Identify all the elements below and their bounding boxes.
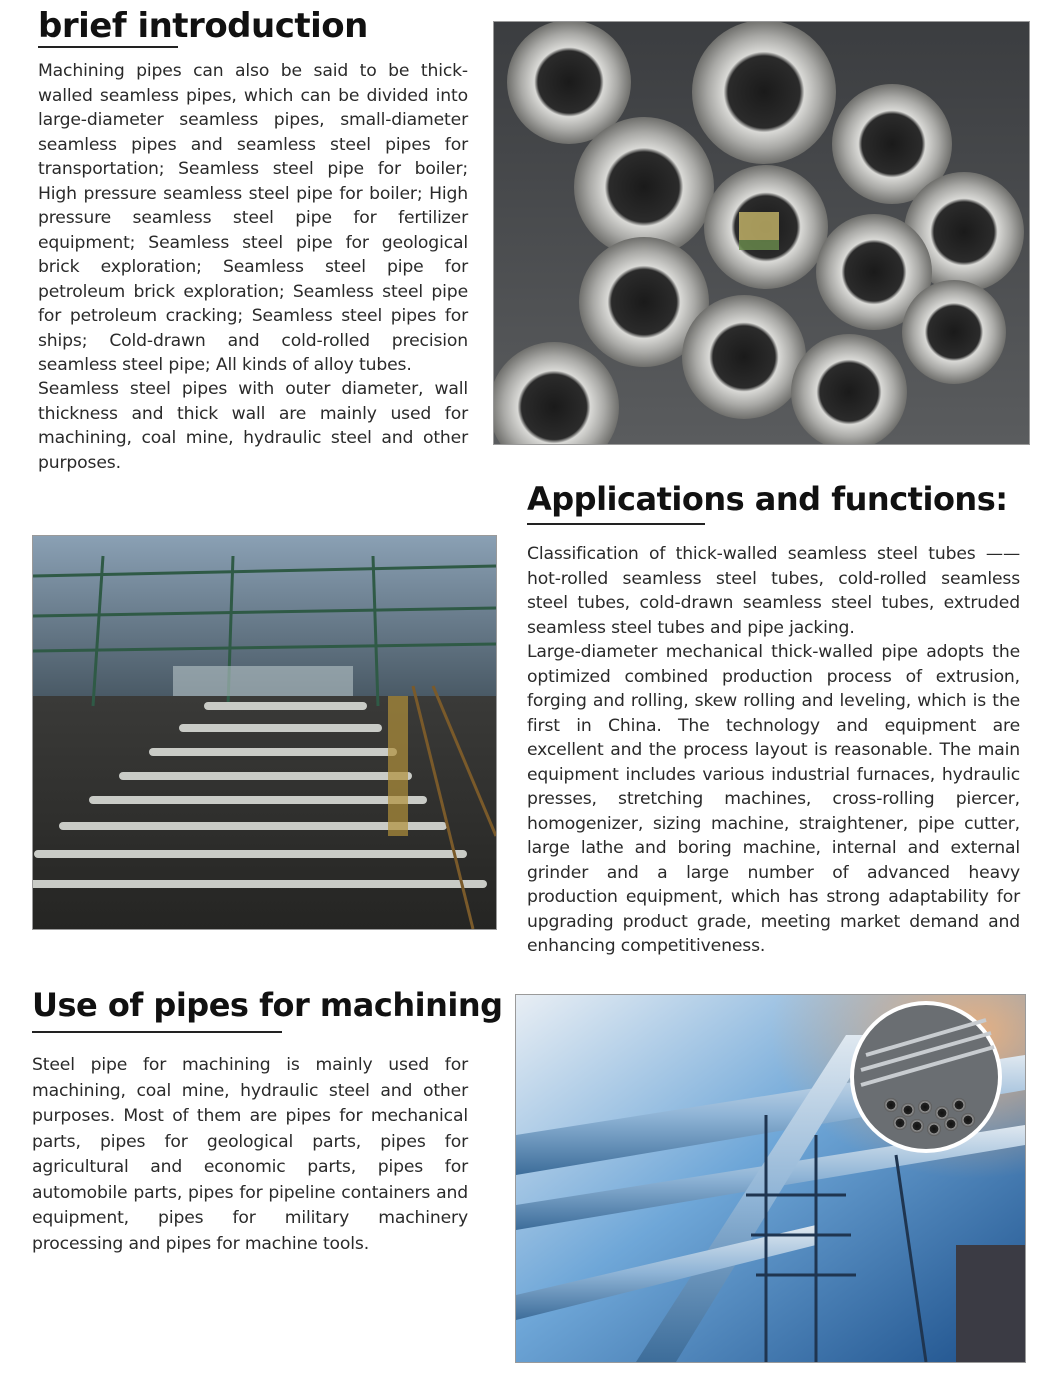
factory-production-line-photo xyxy=(32,535,497,930)
machining-paragraph: Steel pipe for machining is mainly used for machining, coal mine, hydraulic steel and other purposes. Most of them are pipes for mechanical parts, pipes for geological parts, pipes for agricultural and economic parts, pipes for automobile parts, pipes for pipeline containers and equipment, pipes for military machinery processing and pipes for machine tools. xyxy=(32,1055,468,1254)
brief-title-underline xyxy=(38,46,178,48)
steel-rods-inset xyxy=(850,1001,1002,1153)
applications-paragraph-2: Large-diameter mechanical thick-walled pipe adopts the optimized combined production process of extrusion, forging and rolling, skew rolling and leveling, which is the first in China. The technology and equipment are excellent and the process layout is reasonable. The main equipment includes various industrial furnaces, hydraulic presses, stretching machines, cross-rolling piercer, homogenizer, sizing machine, straightener, pipe cutter, large lathe and boring machine, internal and external grinder and a large number of advanced heavy production equipment, which has strong adaptability for upgrading product grade, meeting market demand and enhancing competitiveness. xyxy=(527,642,1020,956)
pipe-ends-stack-photo xyxy=(493,21,1030,445)
applications-paragraph-1: Classification of thick-walled seamless steel tubes —— hot-rolled seamless steel tubes, cold-rolled seamless steel tubes, cold-drawn seamless steel tubes, extruded seamless steel tubes and pipe jacking. xyxy=(527,544,1020,638)
applications-functions-title: Applications and functions: xyxy=(527,480,1008,518)
brief-introduction-title: brief introduction xyxy=(38,6,368,46)
industrial-pipeline-photo xyxy=(515,994,1026,1363)
applications-title-underline xyxy=(527,523,705,525)
machining-use-title: Use of pipes for machining xyxy=(32,986,503,1024)
machining-title-underline xyxy=(32,1031,282,1033)
brief-paragraph-1: Machining pipes can also be said to be thick-walled seamless pipes, which can be divided into large-diameter seamless pipes, small-diameter seamless pipes and seamless steel pipes for transportation; Seamless steel pipe for boiler; High pressure seamless steel pipe for boiler; High pressure seamless steel pipe for fertilizer equipment; Seamless steel pipe for geological brick exploration; Seamless steel pipe for petroleum brick exploration; Seamless steel pipe for petroleum cracking; Seamless steel pipes for ships; Cold-drawn and cold-rolled precision seamless steel pipe; All kinds of alloy tubes. xyxy=(38,61,468,375)
brief-paragraph-2: Seamless steel pipes with outer diameter, wall thickness and thick wall are mainly used for machining, coal mine, hydraulic steel and other purposes. xyxy=(38,379,468,473)
